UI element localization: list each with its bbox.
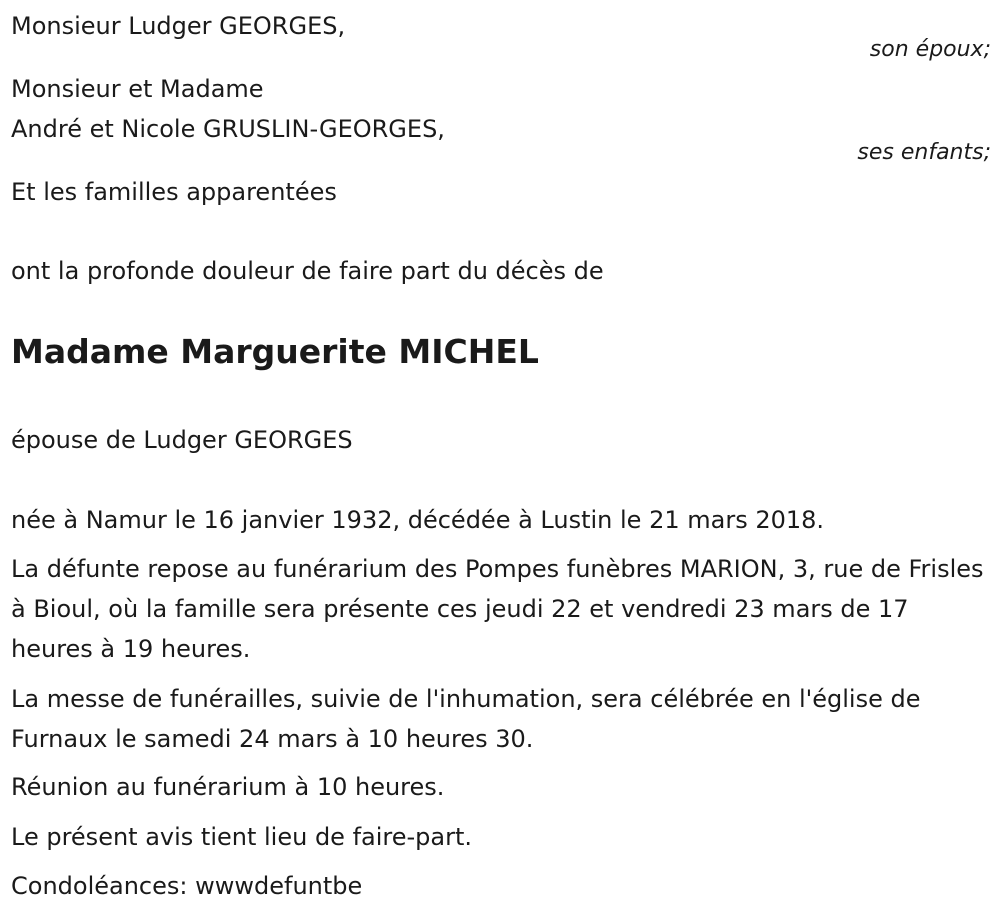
husband-role: son époux; — [869, 37, 991, 62]
condolences-line: Condoléances: wwwdefuntbe — [11, 872, 363, 900]
notice-line: Le présent avis tient lieu de faire-part. — [11, 823, 473, 851]
children-line-1: Monsieur et Madame — [11, 75, 264, 103]
relatives-line: Et les familles apparentées — [11, 178, 337, 206]
children-role: ses enfants; — [857, 140, 991, 165]
husband-name: Monsieur Ludger GEORGES, — [11, 12, 346, 40]
funeral-paragraph: La messe de funérailles, suivie de l'inhumation, sera célébrée en l'église de Furnaux le samedi 24 mars à 10 heures 30. — [11, 685, 921, 753]
deceased-name: Madame Marguerite MICHEL — [11, 332, 539, 371]
meeting-line: Réunion au funérarium à 10 heures. — [11, 773, 445, 801]
visitation-paragraph: La défunte repose au funérarium des Pompes funèbres MARION, 3, rue de Frisles à Bioul, où la famille sera présente ces jeudi 22 et vendredi 23 mars de 17 heures à 19 heures. — [11, 555, 984, 663]
announcement-text: ont la profonde douleur de faire part du décès de — [11, 257, 604, 285]
birth-death-line: née à Namur le 16 janvier 1932, décédée à Lustin le 21 mars 2018. — [11, 506, 825, 534]
children-line-2: André et Nicole GRUSLIN-GEORGES, — [11, 115, 445, 143]
spouse-line: épouse de Ludger GEORGES — [11, 426, 353, 454]
